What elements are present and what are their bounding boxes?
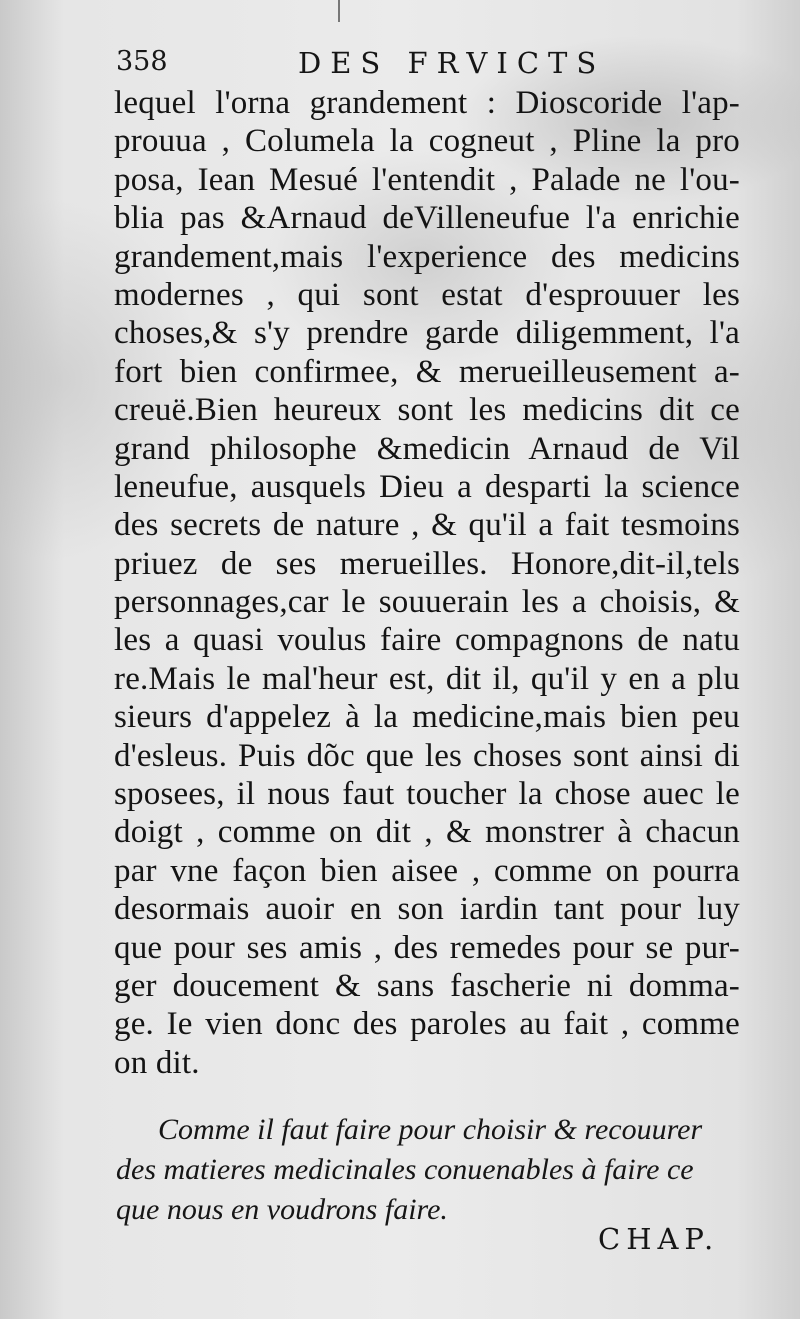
- text-line: grandement,mais l'experience des medicins: [114, 238, 740, 275]
- running-head: DES FRVICTS: [298, 46, 606, 80]
- text-line: fort bien confirmee, & merueilleusement a-: [114, 353, 740, 390]
- page-edge-mark: [338, 0, 340, 22]
- text-line: sposees, il nous faut toucher la chose auec le: [114, 776, 740, 813]
- text-line: lequel l'orna grandement : Dioscoride l'ap-: [114, 85, 740, 121]
- text-line: modernes , qui sont estat d'esprouuer les: [114, 276, 740, 313]
- text-line: par vne façon bien aisee , comme on pourra: [114, 852, 740, 889]
- text-line: choses,& s'y prendre garde diligemment, l'a: [114, 315, 740, 352]
- text-line: creuë.Bien heureux sont les medicins dit ce: [114, 392, 740, 429]
- text-line: doigt , comme on dit , & monstrer à chacun: [114, 814, 740, 851]
- text-line: posa, Iean Mesué l'entendit , Palade ne l'ou-: [114, 161, 740, 198]
- text-line: priuez de ses merueilles. Honore,dit-il,tels: [114, 545, 740, 582]
- text-line: les a quasi voulus faire compagnons de natu: [114, 622, 740, 659]
- text-line: desormais auoir en son iardin tant pour luy: [114, 891, 740, 928]
- page-number: 358: [116, 46, 168, 77]
- text-line: ger doucement & sans fascherie ni domma-: [114, 967, 740, 1004]
- text-line: d'esleus. Puis dõc que les choses sont ainsi di: [114, 737, 740, 774]
- chapter-title-line: que nous en voudrons faire.: [116, 1193, 448, 1226]
- text-line: que pour ses amis , des remedes pour se pur-: [114, 929, 740, 966]
- chapter-title-line: des matieres medicinales conuenables à faire ce: [116, 1153, 694, 1186]
- text-line: on dit.: [114, 1044, 200, 1081]
- text-line: grand philosophe &medicin Arnaud de Vil: [114, 430, 740, 467]
- text-line: ge. Ie vien donc des paroles au fait , comme: [114, 1006, 740, 1043]
- chapter-title: [116, 1110, 742, 1230]
- text-line: re.Mais le mal'heur est, dit il, qu'il y en a plu: [114, 660, 740, 697]
- text-line: des secrets de nature , & qu'il a fait tesmoins: [114, 507, 740, 544]
- chapter-title-line: Comme il faut faire pour choisir & recouurer: [158, 1113, 703, 1146]
- text-line: personnages,car le souuerain les a choisis, &: [114, 584, 740, 621]
- text-line: sieurs d'appelez à la medicine,mais bien peu: [114, 699, 740, 736]
- catchword: CHAP.: [598, 1222, 720, 1256]
- text-line: blia pas &Arnaud deVilleneufue l'a enrichie: [114, 200, 740, 237]
- text-line: leneufue, ausquels Dieu a desparti la science: [114, 468, 740, 505]
- text-line: prouua , Columela la cogneut , Pline la pro: [114, 123, 740, 160]
- body-text: [114, 84, 740, 1082]
